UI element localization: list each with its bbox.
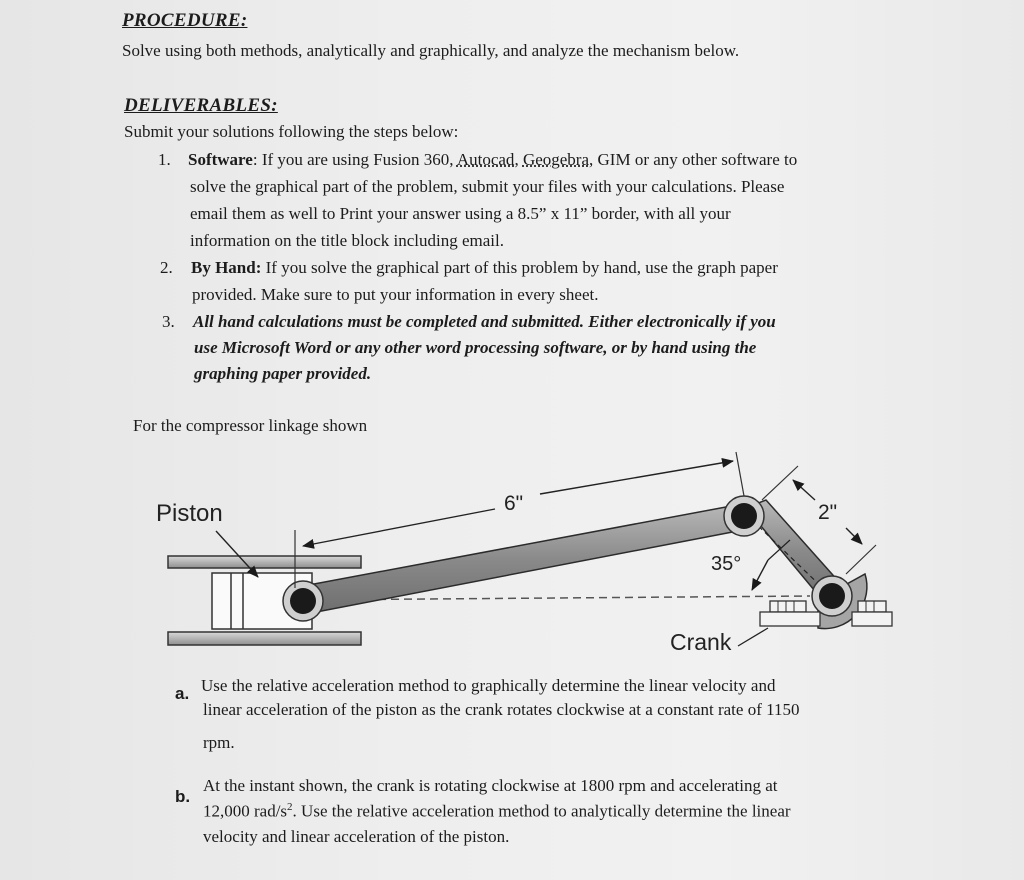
item-3-line-1: All hand calculations must be completed and submitted. Either electronically if you <box>193 312 776 331</box>
crank-label: Crank <box>670 629 732 655</box>
item-1-line-3: email them as well to Print your answer using a 8.5” x 11” border, with all your <box>190 204 731 223</box>
piston-pointer <box>216 531 258 577</box>
item-1-geogebra: Geogebra <box>522 150 590 169</box>
question-b-letter: b. <box>175 787 191 806</box>
ground-support-right <box>858 601 886 612</box>
item-1-autocad: Autocad <box>456 150 515 169</box>
question-b-line-1: At the instant shown, the crank is rotating clockwise at 1800 rpm and accelerating at <box>203 776 778 795</box>
deliverables-heading: DELIVERABLES: <box>124 95 278 116</box>
crank-pointer <box>738 628 768 646</box>
item-1-lead: Software <box>188 150 253 169</box>
dimension-arrow-right <box>540 461 733 494</box>
upper-guide-rail <box>168 556 361 568</box>
question-b-superscript: 2 <box>287 801 293 813</box>
question-b-text-a: 12,000 rad/s <box>203 801 288 821</box>
question-b-line-3: velocity and linear acceleration of the piston. <box>203 827 510 846</box>
crank-dim-arrow-up <box>793 480 815 500</box>
item-1-number: 1. <box>158 150 171 169</box>
angle-label: 35° <box>711 553 742 575</box>
question-a-line-3: rpm. <box>203 733 235 752</box>
item-3-line-2: use Microsoft Word or any other word processing software, or by hand using the <box>194 338 757 357</box>
question-a-line-1: Use the relative acceleration method to graphically determine the linear velocity and <box>201 676 776 695</box>
item-1-text-c: , <box>514 150 523 169</box>
crank-dim-arrow-down <box>846 528 862 544</box>
item-2-number: 2. <box>160 258 173 277</box>
item-3-number: 3. <box>162 312 175 331</box>
item-3-line-3: graphing paper provided. <box>194 364 372 383</box>
question-b-text-b: . Use the relative acceleration method to analytically determine the linear <box>292 801 791 821</box>
procedure-heading: PROCEDURE: <box>122 10 248 31</box>
item-2-text: If you solve the graphical part of this problem by hand, use the graph paper <box>261 258 778 277</box>
question-a-letter: a. <box>175 684 190 703</box>
item-1-line-4: information on the title block including email. <box>190 231 504 250</box>
deliverables-intro: Submit your solutions following the steps below: <box>124 122 459 141</box>
item-2-line-2: provided. Make sure to put your information in every sheet. <box>192 285 599 304</box>
procedure-text: Solve using both methods, analytically and graphically, and analyze the mechanism below. <box>122 41 740 60</box>
linkage-intro: For the compressor linkage shown <box>133 416 368 435</box>
item-2-lead: By Hand: <box>191 258 262 277</box>
crank-length-label: 2" <box>818 501 838 524</box>
angle-arrow-1 <box>752 560 768 590</box>
rod-length-label: 6" <box>504 492 524 515</box>
question-a-line-2: linear acceleration of the piston as the crank rotates clockwise at a constant rate of 1150 <box>203 700 800 719</box>
ground-support-left <box>770 601 806 612</box>
item-1-line-2: solve the graphical part of the problem, submit your files with your calculations. Please <box>190 177 785 196</box>
lower-guide-rail <box>168 632 361 645</box>
item-1-text-a: : If you are using Fusion 360, <box>252 150 457 169</box>
item-1-text-d: , GIM or any other software to <box>589 150 798 169</box>
piston-label: Piston <box>156 500 223 527</box>
question-b-line-2 <box>203 801 791 822</box>
dimension-arrow-left <box>303 509 495 546</box>
